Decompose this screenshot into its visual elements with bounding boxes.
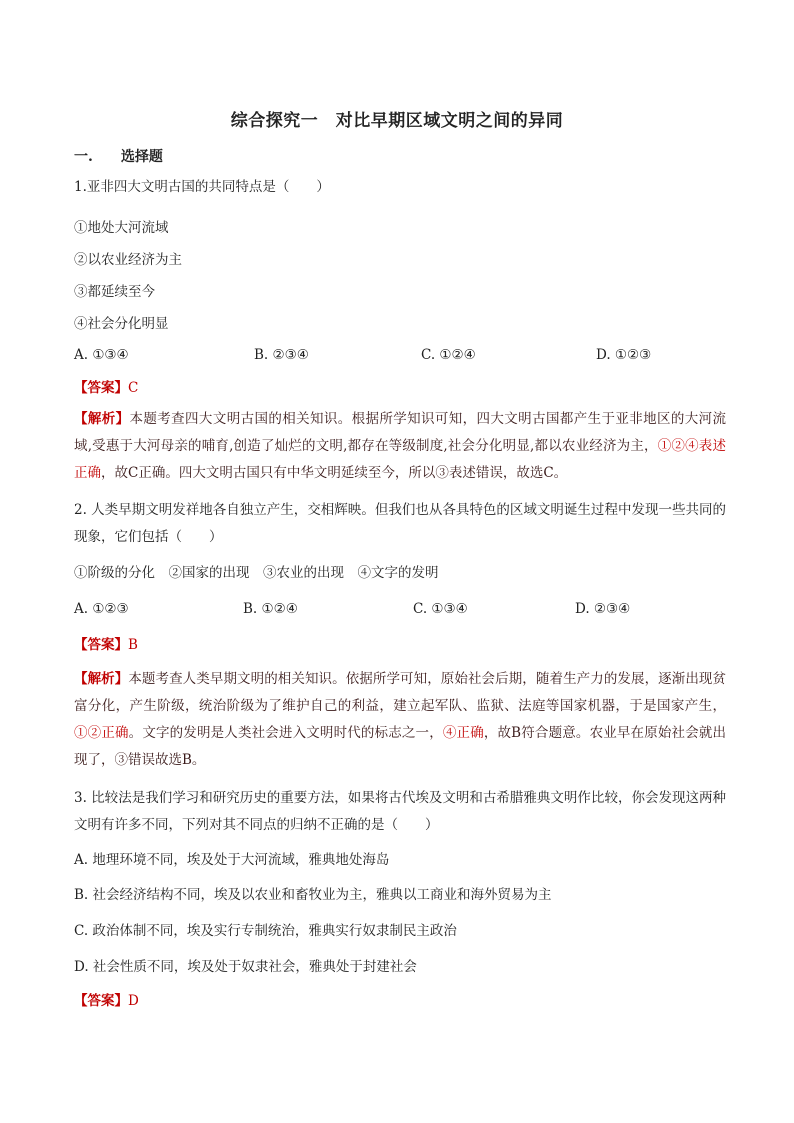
question-2-option-c: C. ①③④: [413, 601, 468, 617]
answer-tag: 【答案】: [74, 637, 128, 653]
answer-value: D: [128, 993, 139, 1009]
question-3-stem: 3. 比较法是我们学习和研究历史的重要方法，如果将古代埃及文明和古希腊雅典文明作比较，你会发现这两种文明有许多不同，下列对其不同点的归纳不正确的是（ ）: [74, 790, 726, 833]
question-2-answer: [74, 636, 138, 654]
question-1-option-b: B. ②③④: [254, 347, 309, 363]
analysis-highlight: ④正确: [442, 725, 484, 741]
analysis-tag: 【解析】: [74, 411, 130, 427]
analysis-text: ，故C正确。四大文明古国只有中华文明延续至今，所以③表述错误，故选C。: [101, 465, 568, 481]
question-1-analysis: [74, 406, 726, 487]
question-1-item-2: ②以农业经济为主: [74, 252, 182, 268]
question-1-option-d: D. ①②③: [596, 347, 652, 363]
question-1-option-c: C. ①②④: [421, 347, 476, 363]
analysis-text: ，故B符合题意。农业早在原始社会就出现了，③错误故选B。: [74, 725, 727, 768]
analysis-text: 本题考查四大文明古国的相关知识。根据所学知识可知，四大文明古国都产生于亚非地区的大河流域,受惠于大河母亲的哺育,创造了灿烂的文明,都存在等级制度,社会分化明显,都以农业经济为主，: [74, 411, 727, 454]
question-1-stem: 1.亚非四大文明古国的共同特点是（ ）: [74, 179, 330, 195]
question-2-analysis: [74, 666, 726, 774]
answer-value: C: [128, 380, 139, 396]
analysis-text: 本题考查人类早期文明的相关知识。依据所学可知，原始社会后期，随着生产力的发展，逐渐出现贫富分化，产生阶级，统治阶级为了维护自己的利益，建立起军队、监狱、法庭等国家机器，于是国家产生，: [74, 671, 727, 714]
question-1-item-3: ③都延续至今: [74, 284, 155, 300]
question-1-option-a: A. ①③④: [74, 347, 129, 363]
question-1-answer: [74, 379, 138, 397]
analysis-highlight: ①②正确: [74, 725, 129, 741]
question-2-option-b: B. ①②④: [243, 601, 298, 617]
question-2-items: ①阶级的分化 ②国家的出现 ③农业的出现 ④文字的发明: [74, 565, 439, 581]
question-3-option-c: C. 政治体制不同，埃及实行专制统治，雅典实行奴隶制民主政治: [74, 923, 457, 939]
question-1-item-1: ①地处大河流域: [74, 220, 169, 236]
question-2-stem: 2. 人类早期文明发祥地各自独立产生，交相辉映。但我们也从各具特色的区域文明诞生过程中发现一些共同的现象，它们包括（ ）: [74, 502, 726, 545]
question-3-option-b: B. 社会经济结构不同，埃及以农业和畜牧业为主，雅典以工商业和海外贸易为主: [74, 887, 552, 903]
answer-value: B: [128, 637, 138, 653]
question-2-option-a: A. ①②③: [74, 601, 129, 617]
question-1-item-4: ④社会分化明显: [74, 316, 169, 332]
answer-tag: 【答案】: [74, 380, 128, 396]
analysis-tag: 【解析】: [74, 671, 129, 687]
section-heading: 一. 选择题: [74, 149, 163, 165]
analysis-highlight: ①②④表述正确: [74, 438, 726, 481]
page-title: 综合探究一 对比早期区域文明之间的异同: [230, 111, 564, 131]
question-2-option-d: D. ②③④: [575, 601, 631, 617]
answer-tag: 【答案】: [74, 993, 128, 1009]
question-3-answer: [74, 992, 139, 1010]
question-3-option-a: A. 地理环境不同，埃及处于大河流域，雅典地处海岛: [74, 852, 390, 868]
question-3-option-d: D. 社会性质不同，埃及处于奴隶社会，雅典处于封建社会: [74, 959, 417, 975]
analysis-text: 。文字的发明是人类社会进入文明时代的标志之一，: [128, 725, 443, 741]
